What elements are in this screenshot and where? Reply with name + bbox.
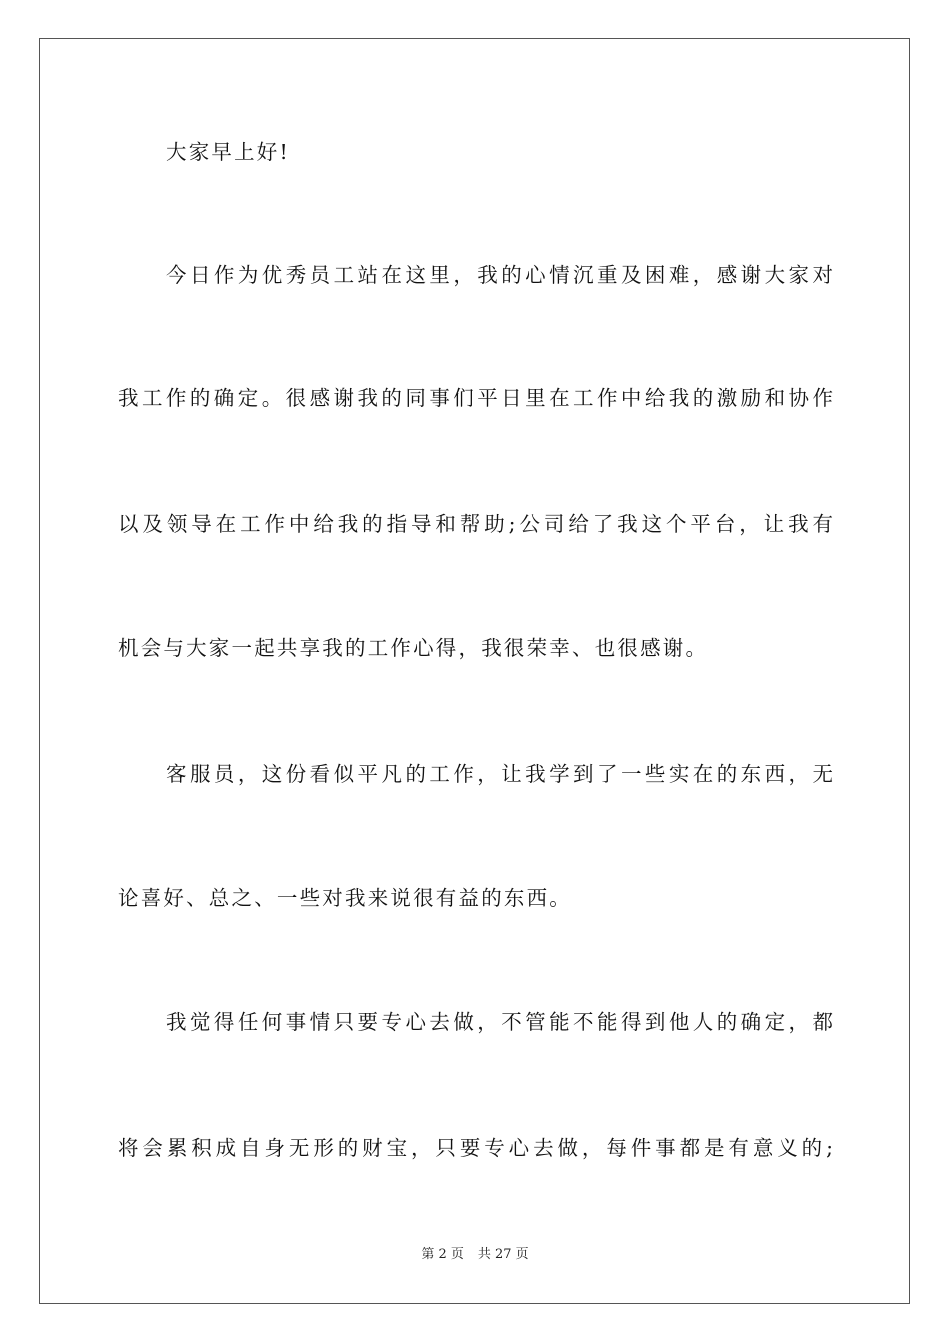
page-frame xyxy=(39,38,910,1304)
body-line: 将会累积成自身无形的财宝，只要专心去做，每件事都是有意义的; xyxy=(118,1136,833,1160)
body-line: 我工作的确定。很感谢我的同事们平日里在工作中给我的激励和协作 xyxy=(118,386,833,410)
page-footer xyxy=(0,1247,950,1263)
body-line: 客服员，这份看似平凡的工作，让我学到了一些实在的东西，无 xyxy=(166,762,833,786)
body-line: 今日作为优秀员工站在这里，我的心情沉重及困难，感谢大家对 xyxy=(166,263,833,287)
body-line: 我觉得任何事情只要专心去做，不管能不能得到他人的确定，都 xyxy=(166,1010,833,1034)
body-line: 机会与大家一起共享我的工作心得，我很荣幸、也很感谢。 xyxy=(118,636,709,660)
body-line: 以及领导在工作中给我的指导和帮助;公司给了我这个平台，让我有 xyxy=(118,512,833,536)
body-line: 论喜好、总之、一些对我来说很有益的东西。 xyxy=(118,886,572,910)
greeting-line: 大家早上好! xyxy=(166,140,290,164)
page-number: 第 2 页 xyxy=(421,1247,464,1262)
page-total: 共 27 页 xyxy=(477,1247,529,1262)
